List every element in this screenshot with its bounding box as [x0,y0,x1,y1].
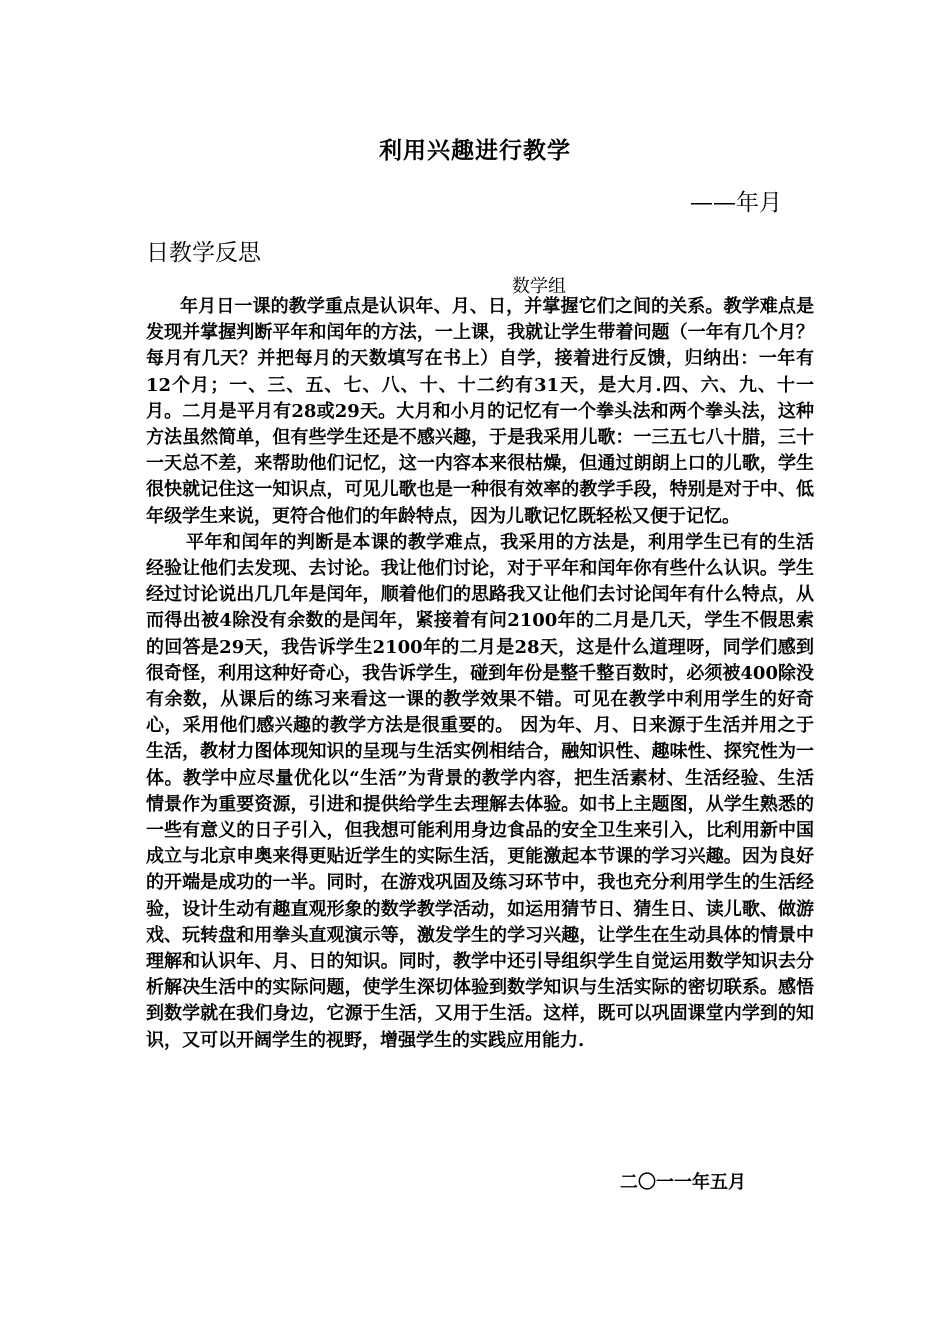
document-body [146,294,814,1054]
paragraph-2: 平年和闰年的判断是本课的教学难点，我采用的方法是，利用学生已有的生活经验让他们去发现、去讨论。我让他们讨论，对于平年和闰年你有些什么认识。学生经过讨论说出几几年是闰年，顺着他们的思路我又让他们去讨论闰年有什么特点，从而得出被4除没有余数的是闰年，紧接着有问2100年的二月是几天，学生不假思索的回答是29天，我告诉学生2100年的二月是28天，这是什么道理呀，同学们感到很奇怪，利用这种好奇心，我告诉学生，碰到年份是整千整百数时，必须被400除没有余数，从课后的练习来看这一课的教学效果不错。可见在教学中利用学生的好奇心，采用他们感兴趣的教学方法是很重要的。 因为年、月、日来源于生活并用之于生活，教材力图体现知识的呈现与生活实例相结合，融知识性、趣味性、探究性为一体。教学中应尽量优化以“生活”为背景的教学内容，把生活素材、生活经验、生活情景作为重要资源，引进和提供给学生去理解去体验。如书上主题图，从学生熟悉的一些有意义的日子引入，但我想可能利用身边食品的安全卫生来引入，比利用新中国成立与北京申奥来得更贴近学生的实际生活，更能激起本节课的学习兴趣。因为良好的开端是成功的一半。同时，在游戏巩固及练习环节中，我也充分利用学生的生活经验，设计生动有趣直观形象的数学教学活动，如运用猜节日、猜生日、读儿歌、做游戏、玩转盘和用拳头直观演示等，激发学生的学习兴趣，让学生在生动具体的情景中理解和认识年、月、日的知识。同时，教学中还引导组织学生自觉运用数学知识去分析解决生活中的实际问题，使学生深切体验到数学知识与生活实际的密切联系。感悟到数学就在我们身边，它源于生活，又用于生活。这样，既可以巩固课堂内学到的知识，又可以开阔学生的视野，增强学生的实践应用能力. [146,531,814,1051]
author-group: 数学组 [512,276,566,297]
document-title: 利用兴趣进行教学 [379,137,571,164]
paragraph-1: 年月日一课的教学重点是认识年、月、日，并掌握它们之间的关系。教学难点是发现并掌握判断平年和闰年的方法，一上课，我就让学生带着问题（一年有几个月？每月有几天？并把每月的天数填写在书上）自学，接着进行反馈，归纳出：一年有12个月；一、三、五、七、八、十、十二约有31天，是大月.四、六、九、十一月。二月是平月有28或29天。大月和小月的记忆有一个拳头法和两个拳头法，这种方法虽然简单，但有些学生还是不感兴趣，于是我采用儿歌：一三五七八十腊，三十一天总不差，来帮助他们记忆，这一内容本来很枯燥，但通过朗朗上口的儿歌，学生很快就记住这一知识点，可见儿歌也是一种很有效率的教学手段，特别是对于中、低年级学生来说，更符合他们的年龄特点，因为儿歌记忆既轻松又便于记忆。 [146,296,814,527]
subtitle-reflection: 日教学反思 [146,240,261,266]
subtitle-date-line: ——年月 [690,190,782,216]
document-date: 二〇一一年五月 [620,1172,746,1193]
